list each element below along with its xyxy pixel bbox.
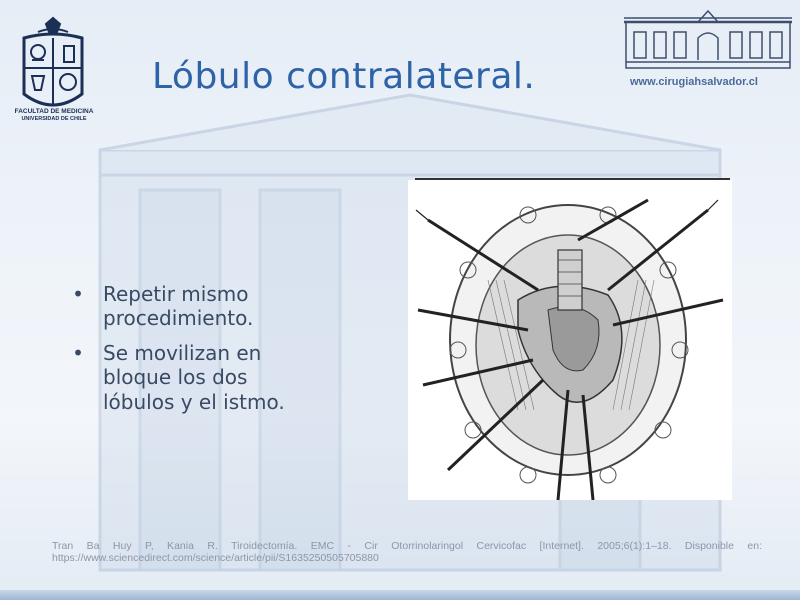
bullet-item — [68, 341, 318, 414]
bullet-list — [68, 282, 318, 424]
faculty-line2: UNIVERSIDAD DE CHILE — [21, 115, 87, 122]
bullet-text: Se movilizan en bloque los dos lóbulos y el istmo. — [103, 340, 285, 414]
thyroidectomy-illustration — [408, 180, 732, 500]
reference-citation: Tran Ba Huy P, Kania R. Tiroidectomía. EMC - Cir Otorrinolaringol Cervicofac [Internet]. 2005;6(1):1–18. Disponible en: https://www.sciencedirect.com/science/article/pii/S1635250505705880 — [52, 540, 762, 565]
bullet-dot: • — [72, 340, 84, 365]
bottom-decorative-band — [0, 590, 800, 600]
bullet-dot: • — [72, 282, 84, 306]
faculty-name — [4, 108, 104, 122]
faculty-line1: FACULTAD DE MEDICINA — [14, 108, 94, 115]
hospital-building-logo — [622, 8, 794, 70]
site-url-text: www.cirugiahsalvador.cl — [630, 76, 758, 88]
bullet-text: Repetir mismo procedimiento. — [103, 282, 254, 331]
slide-title: Lóbulo contralateral. — [152, 56, 536, 97]
bullet-item — [68, 282, 318, 331]
